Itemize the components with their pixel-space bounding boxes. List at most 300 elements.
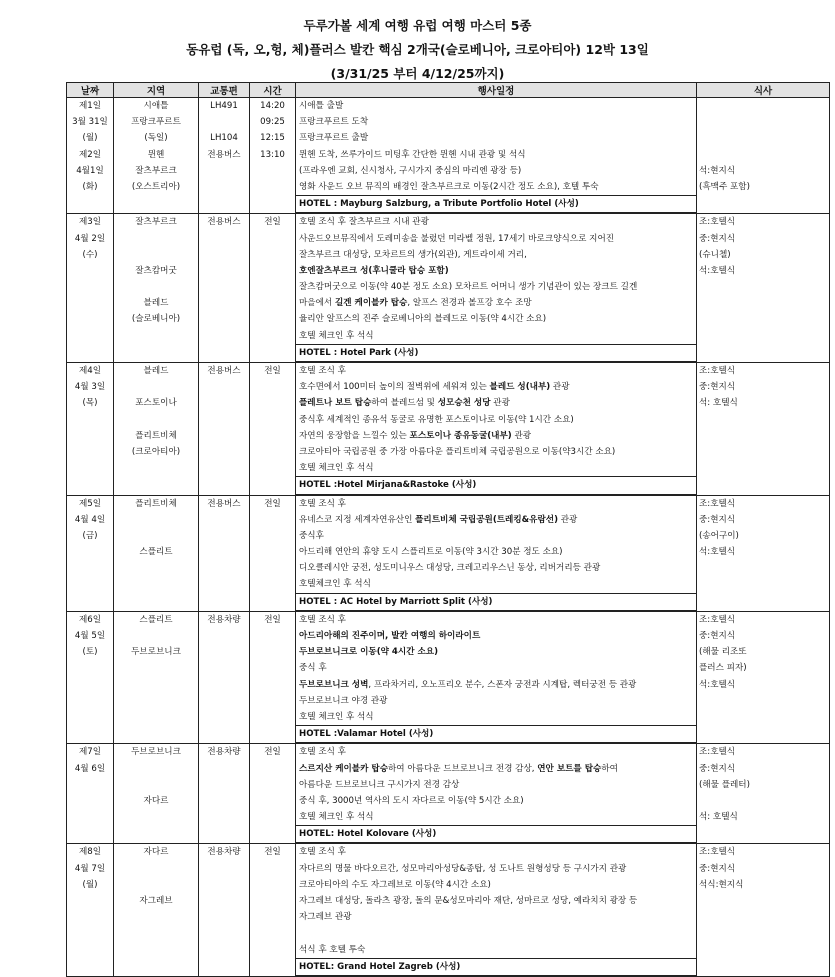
date-text [67, 709, 113, 725]
meal-text: 석: 호텔식 [699, 812, 738, 823]
meal-text [697, 942, 829, 958]
time-text [250, 709, 295, 725]
transport-text [199, 644, 249, 660]
date-text [67, 809, 113, 825]
time-text [250, 163, 295, 179]
date-text: (수) [82, 249, 98, 260]
meal-text: 석:호텔식 [699, 547, 736, 558]
region-cell [114, 611, 199, 744]
region-text: 플리트비체 [135, 498, 177, 509]
date-text: (목) [82, 398, 98, 409]
time-text [250, 925, 295, 941]
date-text: 제4일 [78, 366, 102, 376]
date-text: 4월 6일 [74, 763, 106, 774]
meal-text [697, 893, 829, 909]
meal-text: (해물 리조또 [699, 647, 747, 658]
schedule-line [296, 179, 696, 195]
schedule-text: 두브로브니크 야경 관광 [299, 695, 388, 706]
transport-text: 전용차량 [207, 847, 241, 858]
title-line-1: 두루가볼 세계 여행 유럽 여행 마스터 5종 [303, 18, 532, 33]
date-text [67, 328, 113, 344]
transport-text [199, 263, 249, 279]
schedule-highlight: 성모승천 성당 [437, 398, 491, 409]
schedule-text: 관광 [558, 514, 578, 525]
day-row [67, 495, 830, 611]
transport-text [199, 311, 249, 327]
region-cell [114, 495, 199, 611]
date-text: 3월 31일 [72, 117, 108, 128]
schedule-line [296, 942, 696, 958]
schedule-cell [296, 98, 697, 214]
schedule-text: 관광 [550, 382, 570, 393]
schedule-highlight: 포스토이나 종유동굴(내부) [409, 430, 512, 441]
schedule-text: 하여 블레드섬 및 [371, 398, 438, 409]
region-text [114, 925, 198, 941]
region-text: 잘츠캄머굿 [135, 265, 177, 276]
date-cell [67, 214, 114, 363]
date-text [67, 893, 113, 909]
date-text: 제1일 [78, 101, 102, 111]
schedule-text: 하여 아름다운 드브로브니크 전경 감상, [388, 763, 538, 774]
schedule-text: 관광 [511, 430, 532, 441]
meal-text: 중:현지식 [699, 233, 736, 244]
transport-text: 전용버스 [207, 498, 241, 509]
date-text [67, 942, 113, 958]
region-text: (크로아티아) [131, 446, 181, 457]
time-text [250, 861, 295, 877]
meal-cell [697, 98, 830, 214]
schedule-cell [296, 611, 697, 744]
date-text [67, 677, 113, 693]
time-text [250, 295, 295, 311]
day-row [67, 214, 830, 363]
hotel-line: HOTEL: Hotel Kolovare (사성) [296, 825, 696, 843]
region-cell [114, 98, 199, 214]
schedule-cell [296, 214, 697, 363]
transport-text [199, 793, 249, 809]
time-text [250, 512, 295, 528]
date-text [67, 576, 113, 592]
meal-text: 석:호텔식 [699, 679, 736, 690]
meal-text: 조:호텔식 [699, 217, 736, 228]
meal-text [697, 98, 829, 114]
schedule-text: 자연의 웅장함을 느낄수 있는 [299, 430, 410, 441]
transport-text: LH104 [210, 133, 238, 144]
meal-text: 석식:현지식 [699, 879, 744, 890]
schedule-text: 아드리해 연안의 휴양 도시 스플리트로 이동(약 3시간 30분 정도 소요) [299, 547, 563, 558]
time-text [250, 893, 295, 909]
schedule-text: 호텔 조식 후 [299, 498, 346, 509]
time-cell [250, 98, 296, 214]
header-date: 날짜 [67, 83, 114, 98]
schedule-highlight: 플리트비체 국립공원(트레킹&유람선) [415, 514, 558, 525]
day-row [67, 844, 830, 977]
transport-text [199, 877, 249, 893]
region-text: 스플리트 [139, 614, 173, 625]
time-text [250, 628, 295, 644]
itinerary-body [67, 98, 830, 977]
schedule-text: 호텔 조식 후 [299, 847, 346, 858]
date-text [67, 444, 113, 460]
schedule-text: 유네스코 지정 세계자연유산인 [299, 514, 416, 525]
meal-text: (흑맥주 포함) [699, 181, 750, 192]
schedule-line [296, 279, 696, 295]
schedule-line [296, 576, 696, 592]
transport-text [199, 444, 249, 460]
meal-text: 석:호텔식 [699, 265, 736, 276]
region-cell [114, 363, 199, 496]
schedule-line [296, 512, 696, 528]
time-cell [250, 744, 296, 844]
schedule-line [296, 877, 696, 893]
date-text: (월) [82, 133, 98, 144]
meal-text [697, 114, 829, 130]
meal-text: 조:호텔식 [699, 847, 736, 858]
time-text [250, 428, 295, 444]
schedule-line [296, 496, 696, 512]
time-text [250, 379, 295, 395]
date-text [67, 793, 113, 809]
schedule-line [296, 809, 696, 825]
schedule-text: , 알프스 전경과 볼프강 호수 조망 [407, 298, 532, 309]
schedule-line [296, 98, 696, 114]
meal-text [697, 328, 829, 344]
transport-text [199, 512, 249, 528]
schedule-cell [296, 495, 697, 611]
schedule-text: 크로아티아의 수도 자그레브로 이동(약 4시간 소요) [299, 879, 491, 890]
schedule-text: 호텔 체크인 후 석식 [299, 330, 374, 341]
time-text [250, 279, 295, 295]
date-cell [67, 363, 114, 496]
transport-text [199, 925, 249, 941]
hotel-line: HOTEL :Valamar Hotel (사성) [296, 725, 696, 743]
schedule-cell [296, 844, 697, 977]
transport-text [199, 693, 249, 709]
date-text [67, 560, 113, 576]
time-text [250, 544, 295, 560]
date-cell [67, 744, 114, 844]
time-text [250, 444, 295, 460]
region-cell [114, 744, 199, 844]
schedule-line [296, 644, 696, 660]
time-text [250, 179, 295, 195]
schedule-line [296, 861, 696, 877]
region-text [114, 512, 198, 528]
time-text [250, 395, 295, 411]
region-text [114, 560, 198, 576]
schedule-text: 프랑크푸르트 출발 [299, 133, 369, 144]
transport-cell [199, 214, 250, 363]
document-title [0, 14, 835, 86]
schedule-text: 중식후 세계적인 종유석 동굴로 유명한 포스토이나로 이동(약 1시간 소요) [299, 414, 574, 425]
time-text: 12:15 [260, 133, 285, 144]
meal-cell [697, 363, 830, 496]
schedule-text: 아름다운 드브로브니크 구시가지 전경 감상 [299, 779, 460, 790]
time-text [250, 247, 295, 263]
transport-text: 전용버스 [207, 217, 241, 228]
region-text [114, 576, 198, 592]
schedule-line [296, 163, 696, 179]
transport-text [199, 279, 249, 295]
time-text [250, 644, 295, 660]
date-text: 제5일 [78, 498, 102, 509]
schedule-line [296, 693, 696, 709]
schedule-line [296, 628, 696, 644]
region-text [114, 942, 198, 958]
date-text [67, 777, 113, 793]
region-text: 자그레브 [139, 896, 173, 906]
region-text [114, 279, 198, 295]
transport-text [199, 576, 249, 592]
meal-text [697, 576, 829, 592]
schedule-highlight: 두브로브니크로 이동(약 4시간 소요) [299, 647, 439, 658]
schedule-text: (프라우엔 교회, 신시청사, 구시가지 중심의 마리엔 광장 등) [299, 165, 522, 176]
region-text [114, 412, 198, 428]
time-text [250, 328, 295, 344]
time-text: 전일 [264, 498, 281, 509]
time-cell [250, 611, 296, 744]
transport-text [199, 379, 249, 395]
transport-text: 전용차량 [207, 747, 241, 758]
meal-text [697, 709, 829, 725]
date-text [67, 263, 113, 279]
meal-text [697, 693, 829, 709]
region-text: 블레드 [143, 366, 169, 376]
schedule-text: 중식후 [299, 530, 324, 541]
transport-cell [199, 611, 250, 744]
time-text [250, 576, 295, 592]
transport-text [199, 660, 249, 676]
schedule-line [296, 214, 696, 230]
transport-text [199, 163, 249, 179]
time-text [250, 793, 295, 809]
transport-text [199, 560, 249, 576]
meal-cell [697, 214, 830, 363]
transport-text [199, 395, 249, 411]
schedule-line [296, 428, 696, 444]
date-text: 제3일 [78, 217, 102, 228]
transport-text [199, 247, 249, 263]
day-row [67, 363, 830, 496]
time-text: 전일 [264, 747, 281, 758]
schedule-line [296, 379, 696, 395]
schedule-cell [296, 363, 697, 496]
title-line-2: 동유럽 (독, 오,헝, 체)플러스 발칸 핵심 2개국(슬로베니아, 크로아티아) 12박 13일 [186, 42, 649, 57]
region-text: 자다르 [143, 795, 169, 806]
schedule-highlight: 호엔잘츠부르크 성(후니쿨라 탑승 포함) [299, 265, 449, 276]
header-transport: 교통편 [199, 83, 250, 98]
schedule-text: 프랑크푸르트 도착 [299, 117, 369, 128]
region-text: 잘츠부르크 [135, 217, 177, 228]
schedule-text: 석식 후 호텔 투숙 [299, 944, 366, 955]
schedule-text: 율리안 알프스의 진주 슬로베니아의 블레드로 이동(약 4시간 소요) [299, 314, 547, 325]
transport-text: 전용버스 [207, 366, 241, 376]
region-text [114, 777, 198, 793]
date-text: 제8일 [78, 847, 102, 858]
region-text: 두브로브니크 [131, 747, 181, 758]
time-cell [250, 214, 296, 363]
schedule-highlight: 아드리아해의 진주이며, 발칸 여행의 하이라이트 [299, 631, 481, 641]
time-text: 13:10 [260, 149, 285, 160]
date-text: 4월 2일 [74, 233, 106, 244]
region-text: (오스트리아) [131, 181, 181, 192]
region-text [114, 247, 198, 263]
schedule-line [296, 147, 696, 163]
transport-text [199, 709, 249, 725]
schedule-line [296, 328, 696, 344]
schedule-line [296, 231, 696, 247]
region-text [114, 231, 198, 247]
region-text: (슬로베니아) [131, 314, 181, 325]
hotel-line: HOTEL : Hotel Park (사성) [296, 344, 696, 362]
hotel-line: HOTEL : AC Hotel by Marriott Split (사성) [296, 593, 696, 611]
schedule-line [296, 761, 696, 777]
region-text [114, 761, 198, 777]
schedule-line [296, 528, 696, 544]
schedule-text: , 프라차거리, 오노프리오 분수, 스폰자 궁전과 시계탑, 렉터궁전 등 관광 [368, 679, 637, 690]
region-text: (독일) [144, 133, 168, 144]
region-text: 스플리트 [139, 547, 173, 558]
meal-text: (해물 플레터) [699, 779, 750, 790]
region-text: 포스토이나 [135, 398, 177, 409]
time-cell [250, 495, 296, 611]
time-text [250, 311, 295, 327]
transport-text [199, 328, 249, 344]
region-text: 블레드 [143, 298, 169, 309]
schedule-line [296, 777, 696, 793]
transport-text [199, 231, 249, 247]
schedule-line [296, 311, 696, 327]
time-text: 전일 [264, 614, 281, 625]
transport-text [199, 628, 249, 644]
schedule-text: 시애틀 출발 [299, 101, 344, 111]
schedule-highlight: 두브로브니크 성벽 [299, 679, 369, 690]
schedule-text: 호텔 조식 후 잘츠부르크 시내 관광 [299, 217, 429, 228]
meal-text: 석: 호텔식 [699, 398, 738, 409]
header-time: 시간 [250, 83, 296, 98]
time-text: 14:20 [260, 101, 285, 111]
transport-text [199, 412, 249, 428]
schedule-text: 잘츠부르크 대성당, 모차르트의 생가(외관), 게트라이세 거리, [299, 249, 527, 260]
schedule-text: 사운드오브뮤직에서 도레미송을 불렀던 미라벨 정원, 17세기 바로크양식으로 지어진 [299, 233, 615, 244]
transport-text [199, 809, 249, 825]
date-text: (화) [82, 181, 98, 192]
region-text: 잘츠부르크 [135, 165, 177, 176]
transport-text [199, 114, 249, 130]
region-text: 뮌헨 [147, 149, 165, 160]
schedule-text: 호텔 체크인 후 석식 [299, 812, 374, 823]
time-text [250, 777, 295, 793]
schedule-text: 호텔체크인 후 석식 [299, 579, 371, 590]
header-meal: 식사 [697, 83, 830, 98]
meal-text [697, 147, 829, 163]
schedule-line [296, 560, 696, 576]
region-text [114, 379, 198, 395]
schedule-line [296, 844, 696, 860]
meal-text [697, 295, 829, 311]
schedule-highlight: 플레트나 보트 탑승 [299, 398, 372, 409]
schedule-text: 호텔 체크인 후 석식 [299, 711, 374, 722]
schedule-line [296, 744, 696, 760]
region-text [114, 693, 198, 709]
meal-text [697, 925, 829, 941]
time-text: 전일 [264, 366, 281, 376]
region-text: 플리트비체 [135, 430, 177, 441]
time-text [250, 761, 295, 777]
meal-text: 조:호텔식 [699, 747, 736, 758]
schedule-text: 자그레브 관광 [299, 912, 352, 923]
schedule-line [296, 544, 696, 560]
schedule-text: 호텔 체크인 후 석식 [299, 463, 374, 474]
date-text: 제2일 [78, 149, 102, 160]
transport-cell [199, 98, 250, 214]
time-cell [250, 844, 296, 977]
region-text [114, 877, 198, 893]
region-text [114, 861, 198, 877]
region-text: 두브로브니크 [131, 647, 181, 658]
date-text [67, 428, 113, 444]
time-text [250, 528, 295, 544]
meal-text: 중:현지식 [699, 382, 736, 393]
meal-text: (송어구이) [699, 530, 739, 541]
day-row [67, 744, 830, 844]
schedule-line [296, 247, 696, 263]
schedule-line [296, 677, 696, 693]
date-text [67, 660, 113, 676]
meal-cell [697, 844, 830, 977]
meal-text: 조:호텔식 [699, 614, 736, 625]
time-text [250, 877, 295, 893]
schedule-line [296, 263, 696, 279]
date-text [67, 279, 113, 295]
date-text: 4월1일 [76, 165, 104, 176]
day-row [67, 611, 830, 744]
hotel-line: HOTEL: Grand Hotel Zagreb (사성) [296, 958, 696, 976]
schedule-text: 크로아티아 국립공원 중 가장 아름다운 플리트비체 국립공원으로 이동(약3시간 소요) [299, 446, 616, 457]
hotel-line: HOTEL :Hotel Mirjana&Rastoke (사성) [296, 476, 696, 494]
time-text [250, 263, 295, 279]
meal-text: 중:현지식 [699, 763, 736, 774]
meal-text [697, 444, 829, 460]
date-text [67, 412, 113, 428]
date-text: 4월 3일 [74, 382, 106, 393]
time-text [250, 560, 295, 576]
date-text: (토) [82, 647, 98, 658]
region-text [114, 709, 198, 725]
schedule-text: 잘츠캄머굿으로 이동(약 40분 정도 소요) 모차르트 어머니 생가 기념관이 있는 장크트 길겐 [299, 282, 638, 293]
transport-text [199, 893, 249, 909]
transport-cell [199, 744, 250, 844]
region-text: 시애틀 [143, 101, 169, 111]
meal-cell [697, 495, 830, 611]
date-text [67, 295, 113, 311]
meal-text: 조:호텔식 [699, 366, 736, 376]
region-text [114, 660, 198, 676]
schedule-text: 하여 [601, 763, 618, 774]
schedule-text: 마을에서 [299, 298, 335, 309]
transport-text: 전용차량 [207, 614, 241, 625]
schedule-line [296, 709, 696, 725]
time-text: 전일 [264, 847, 281, 858]
meal-cell [697, 744, 830, 844]
date-cell [67, 611, 114, 744]
meal-text [697, 793, 829, 809]
schedule-text: 디오클레시안 궁전, 성도미니우스 대성당, 크레고리우스닌 동상, 리버거리등 관광 [299, 563, 601, 574]
schedule-highlight: 블레드 성(내부) [489, 382, 551, 393]
schedule-text: 뮌헨 도착, 쓰루가이드 미팅후 간단한 뮌헨 시내 관광 및 석식 [299, 149, 526, 160]
schedule-text: 중식 후, 3000년 역사의 도시 자다르로 이동(약 5시간 소요) [299, 795, 524, 806]
transport-text [199, 942, 249, 958]
